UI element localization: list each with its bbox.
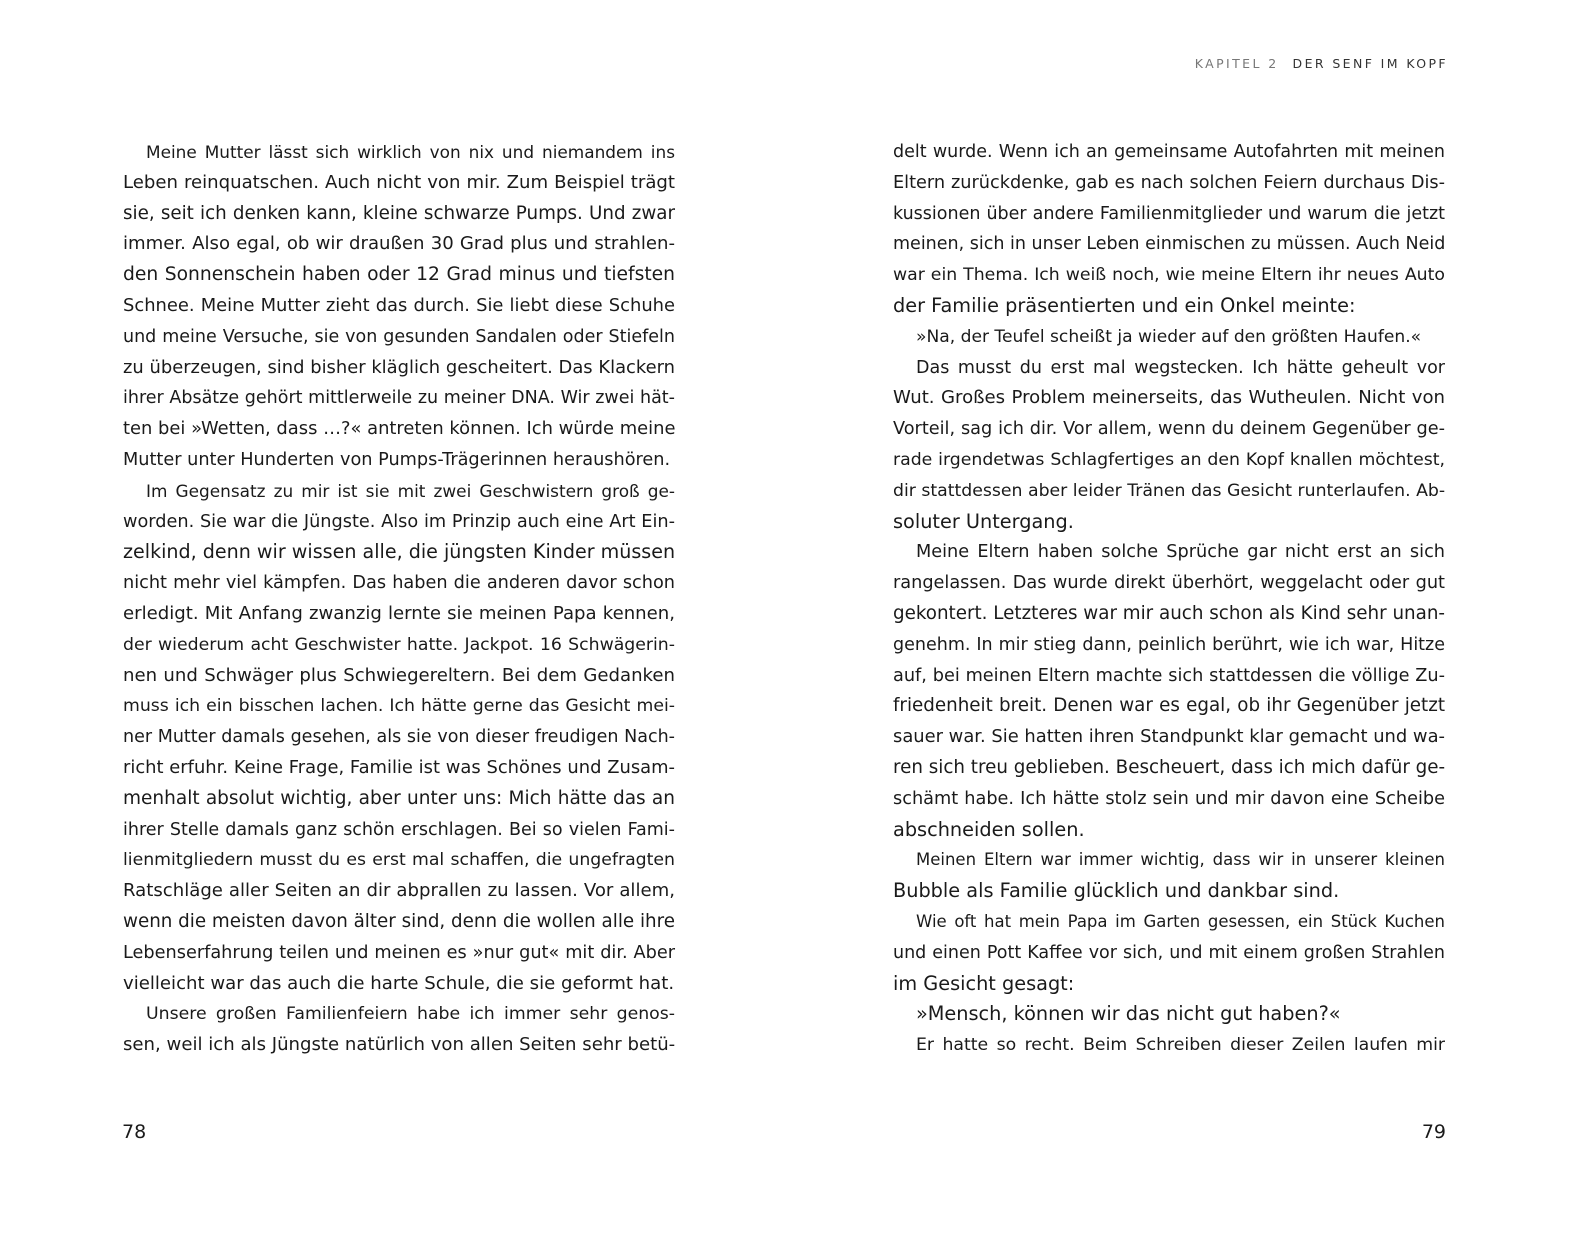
text-line: und meine Versuche, sie von gesunden Sandalen oder Stiefeln	[123, 326, 675, 347]
right-page-body	[893, 137, 1445, 1061]
text-line: und einen Pott Kaffee vor sich, und mit einem großen Strahlen	[893, 942, 1445, 963]
text-line: nicht mehr viel kämpfen. Das haben die anderen davor schon	[123, 573, 675, 594]
text-line: ner Mutter damals gesehen, als sie von dieser freudigen Nach-	[123, 727, 675, 748]
text-line: ihrer Stelle damals ganz schön erschlagen. Bei so vielen Fami-	[123, 819, 675, 840]
text-line: erledigt. Mit Anfang zwanzig lernte sie meinen Papa kennen,	[123, 602, 675, 624]
text-line: Eltern zurückdenke, gab es nach solchen Feiern durchaus Dis-	[893, 172, 1445, 193]
text-line: nen und Schwäger plus Schwiegereltern. Bei dem Gedanken	[123, 664, 675, 686]
text-line: Im Gegensatz zu mir ist sie mit zwei Geschwistern groß ge-	[146, 480, 675, 501]
text-line: gekontert. Letzteres war mir auch schon als Kind sehr unan-	[893, 602, 1445, 624]
header-title: DER SENF IM KOPF	[1292, 56, 1448, 71]
text-line: abschneiden sollen.	[893, 817, 1085, 841]
text-line: rangelassen. Das wurde direkt überhört, weggelacht oder gut	[893, 573, 1445, 594]
text-line: sauer war. Sie hatten ihren Standpunkt klar gemacht und wa-	[893, 726, 1445, 748]
text-line: menhalt absolut wichtig, aber unter uns: Mich hätte das an	[123, 787, 675, 809]
text-line: zelkind, denn wir wissen alle, die jüngsten Kinder müssen	[123, 540, 676, 564]
text-line: ten bei »Wetten, dass …?« antreten können. Ich würde meine	[123, 418, 676, 440]
text-line: ihrer Absätze gehört mittlerweile zu meiner DNA. Wir zwei hät-	[123, 388, 675, 409]
text-line: Ratschläge aller Seiten an dir abprallen zu lassen. Vor allem,	[123, 880, 675, 902]
text-line: im Gesicht gesagt:	[893, 971, 1075, 995]
text-line: muss ich ein bisschen lachen. Ich hätte gerne das Gesicht mei-	[123, 696, 675, 717]
text-line: Vorteil, sag ich dir. Vor allem, wenn du deinem Gegenüber ge-	[893, 419, 1445, 440]
text-line: wenn die meisten davon älter sind, denn die wollen alle ihre	[123, 910, 676, 932]
text-line: den Sonnenschein haben oder 12 Grad minus und tiefsten	[123, 264, 675, 286]
right-page	[797, 0, 1594, 1240]
text-line: ren sich treu geblieben. Bescheuert, dass ich mich dafür ge-	[893, 756, 1446, 778]
left-page-body	[123, 137, 675, 1061]
text-line: dir stattdessen aber leider Tränen das Gesicht runterlaufen. Ab-	[893, 480, 1446, 501]
text-line: sen, weil ich als Jüngste natürlich von allen Seiten sehr betü-	[123, 1034, 676, 1056]
text-line: delt wurde. Wenn ich an gemeinsame Autofahrten mit meinen	[893, 142, 1445, 162]
text-line: Schnee. Meine Mutter zieht das durch. Sie liebt diese Schuhe	[123, 294, 675, 316]
text-line: schämt habe. Ich hätte stolz sein und mir davon eine Scheibe	[893, 788, 1445, 809]
text-line: Meine Mutter lässt sich wirklich von nix und niemandem ins	[146, 142, 675, 162]
text-line: Er hatte so recht. Beim Schreiben dieser Zeilen laufen mir	[916, 1035, 1445, 1056]
text-line: Meine Eltern haben solche Sprüche gar nicht erst an sich	[916, 542, 1445, 563]
text-line: worden. Sie war die Jüngste. Also im Prinzip auch eine Art Ein-	[123, 511, 675, 532]
running-header	[1195, 56, 1448, 71]
text-line: Unsere großen Familienfeiern habe ich immer sehr genos-	[146, 1004, 675, 1025]
text-line: meinen, sich in unser Leben einmischen zu müssen. Auch Neid	[893, 234, 1446, 255]
left-page-number: 78	[122, 1121, 147, 1143]
text-line: der Familie präsentierten und ein Onkel meinte:	[893, 293, 1356, 317]
text-line: Mutter unter Hunderten von Pumps-Trägerinnen heraushören.	[123, 449, 671, 470]
text-line: Wut. Großes Problem meinerseits, das Wutheulen. Nicht von	[893, 387, 1445, 409]
text-line: vielleicht war das auch die harte Schule, die sie geformt hat.	[123, 972, 675, 994]
text-line: kussionen über andere Familienmitglieder und warum die jetzt	[893, 203, 1445, 224]
text-line: »Mensch, können wir das nicht gut haben?«	[916, 1002, 1341, 1026]
text-line: Lebenserfahrung teilen und meinen es »nur gut« mit dir. Aber	[123, 942, 675, 963]
text-line: Bubble als Familie glücklich und dankbar sind.	[893, 879, 1340, 903]
text-line: zu überzeugen, sind bisher kläglich gescheitert. Das Klackern	[123, 356, 675, 378]
text-line: war ein Thema. Ich weiß noch, wie meine Eltern ihr neues Auto	[893, 265, 1445, 286]
text-line: sie, seit ich denken kann, kleine schwarze Pumps. Und zwar	[123, 202, 675, 224]
text-line: soluter Untergang.	[893, 509, 1074, 533]
text-line: Wie oft hat mein Papa im Garten gesessen, ein Stück Kuchen	[916, 911, 1445, 931]
text-line: lienmitgliedern musst du es erst mal schaffen, die ungefragten	[123, 850, 675, 871]
text-line: Leben reinquatschen. Auch nicht von mir. Zum Beispiel trägt	[123, 171, 675, 193]
text-line: »Na, der Teufel scheißt ja wieder auf den größten Haufen.«	[916, 326, 1422, 347]
header-chapter: KAPITEL 2	[1194, 56, 1279, 71]
text-line: richt erfuhr. Keine Frage, Familie ist was Schönes und Zusam-	[123, 756, 675, 778]
text-line: genehm. In mir stieg dann, peinlich berührt, wie ich war, Hitze	[893, 634, 1445, 655]
text-line: auf, bei meinen Eltern machte sich stattdessen die völlige Zu-	[893, 665, 1445, 686]
text-line: Das musst du erst mal wegstecken. Ich hätte geheult vor	[916, 357, 1445, 378]
text-line: friedenheit breit. Denen war es egal, ob ihr Gegenüber jetzt	[893, 695, 1445, 717]
text-line: immer. Also egal, ob wir draußen 30 Grad plus und strahlen-	[123, 233, 675, 255]
right-page-number: 79	[1421, 1121, 1446, 1143]
text-line: der wiederum acht Geschwister hatte. Jackpot. 16 Schwägerin-	[123, 634, 675, 655]
text-line: Meinen Eltern war immer wichtig, dass wir in unserer kleinen	[916, 850, 1445, 870]
text-line: rade irgendetwas Schlagfertiges an den Kopf knallen möchtest,	[893, 449, 1445, 470]
